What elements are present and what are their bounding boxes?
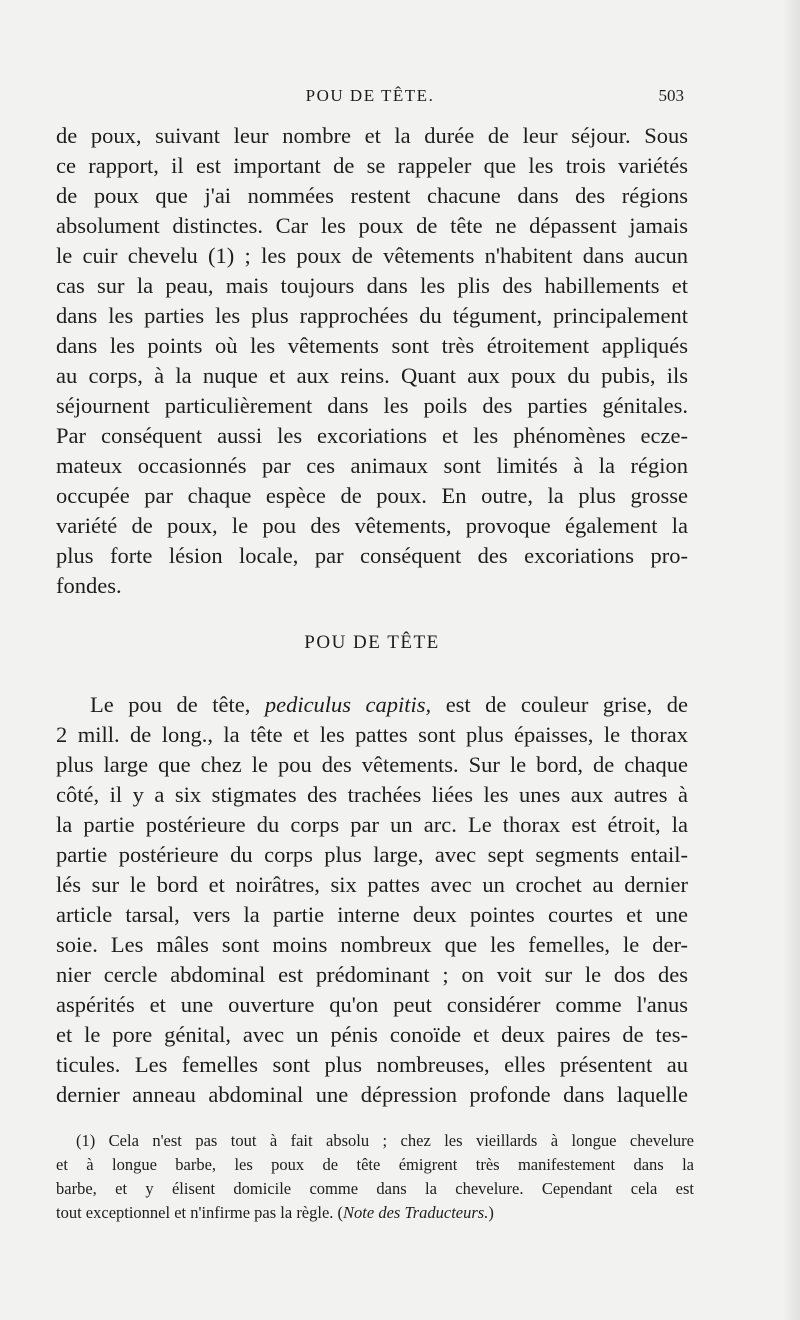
body-line: cas sur la peau, mais toujours dans les plis des habillements et	[56, 273, 688, 298]
section-line: article tarsal, vers la partie interne deux pointes courtes et une	[56, 902, 688, 927]
first-line-end: est de couleur grise, de	[431, 692, 688, 717]
section-line: nier cercle abdominal est prédominant ; on voit sur le dos des	[56, 962, 688, 987]
section-line: lés sur le bord et noirâtres, six pattes avec un crochet au dernier	[56, 872, 688, 897]
section-line: aspérités et une ouverture qu'on peut considérer comme l'anus	[56, 992, 688, 1017]
body-line: fondes.	[56, 573, 122, 598]
section-line: partie postérieure du corps plus large, avec sept segments entail-	[56, 842, 688, 867]
section-line: soie. Les mâles sont moins nombreux que les femelles, le der-	[56, 932, 688, 957]
section-line: dernier anneau abdominal une dépression profonde dans laquelle	[56, 1082, 688, 1107]
page-number: 503	[658, 86, 684, 105]
body-line: dans les parties les plus rapprochées du tégument, principalement	[56, 303, 688, 328]
body-line: le cuir chevelu (1) ; les poux de vêtements n'habitent dans aucun	[56, 243, 688, 268]
body-line: absolument distinctes. Car les poux de tête ne dépassent jamais	[56, 213, 688, 238]
body-line: de poux que j'ai nommées restent chacune dans des régions	[56, 183, 688, 208]
section-line: plus large que chez le pou des vêtements. Sur le bord, de chaque	[56, 752, 688, 777]
species-name: pediculus capitis,	[264, 692, 432, 717]
footnote-last-line	[56, 1201, 694, 1225]
body-line: plus forte lésion locale, par conséquent des excoriations pro-	[56, 543, 688, 568]
body-line: variété de poux, le pou des vêtements, provoque également la	[56, 513, 688, 538]
body-line: mateux occasionnés par ces animaux sont limités à la région	[56, 453, 688, 478]
translators-note: Note des Traducteurs.	[343, 1203, 489, 1222]
body-line: ce rapport, il est important de se rappeler que les trois variétés	[56, 153, 688, 178]
footnote-close: )	[488, 1203, 494, 1222]
section-first-line	[56, 690, 688, 720]
first-line-start: Le pou de tête,	[90, 692, 265, 717]
section-heading: POU DE TÊTE	[304, 632, 440, 653]
body-line: au corps, à la nuque et aux reins. Quant aux poux du pubis, ils	[56, 363, 688, 388]
footnote-text: tout exceptionnel et n'infirme pas la règle. (	[56, 1203, 344, 1222]
body-line: séjournent particulièrement dans les poils des parties génitales.	[56, 393, 688, 418]
body-line: dans les points où les vêtements sont très étroitement appliqués	[56, 333, 688, 358]
section-line: côté, il y a six stigmates des trachées liées les unes aux autres à	[56, 782, 688, 807]
section-line: ticules. Les femelles sont plus nombreuses, elles présentent au	[56, 1052, 688, 1077]
section-line: la partie postérieure du corps par un arc. Le thorax est étroit, la	[56, 812, 688, 837]
body-line: Par conséquent aussi les excoriations et les phénomènes ecze-	[56, 423, 688, 448]
section-line: 2 mill. de long., la tête et les pattes sont plus épaisses, le thorax	[56, 722, 688, 747]
page-header	[56, 86, 684, 112]
footnote-line: (1) Cela n'est pas tout à fait absolu ; chez les vieillards à longue chevelure	[76, 1131, 694, 1150]
footnote-line: barbe, et y élisent domicile comme dans la chevelure. Cependant cela est	[56, 1179, 694, 1198]
page-edge-shadow	[782, 0, 800, 1320]
section-line: et le pore génital, avec un pénis conoïde et deux paires de tes-	[56, 1022, 688, 1047]
running-title: POU DE TÊTE.	[305, 86, 435, 105]
footnote-line: et à longue barbe, les poux de tête émigrent très manifestement dans la	[56, 1155, 694, 1174]
body-line: de poux, suivant leur nombre et la durée de leur séjour. Sous	[56, 123, 688, 148]
body-line: occupée par chaque espèce de poux. En outre, la plus grosse	[56, 483, 688, 508]
